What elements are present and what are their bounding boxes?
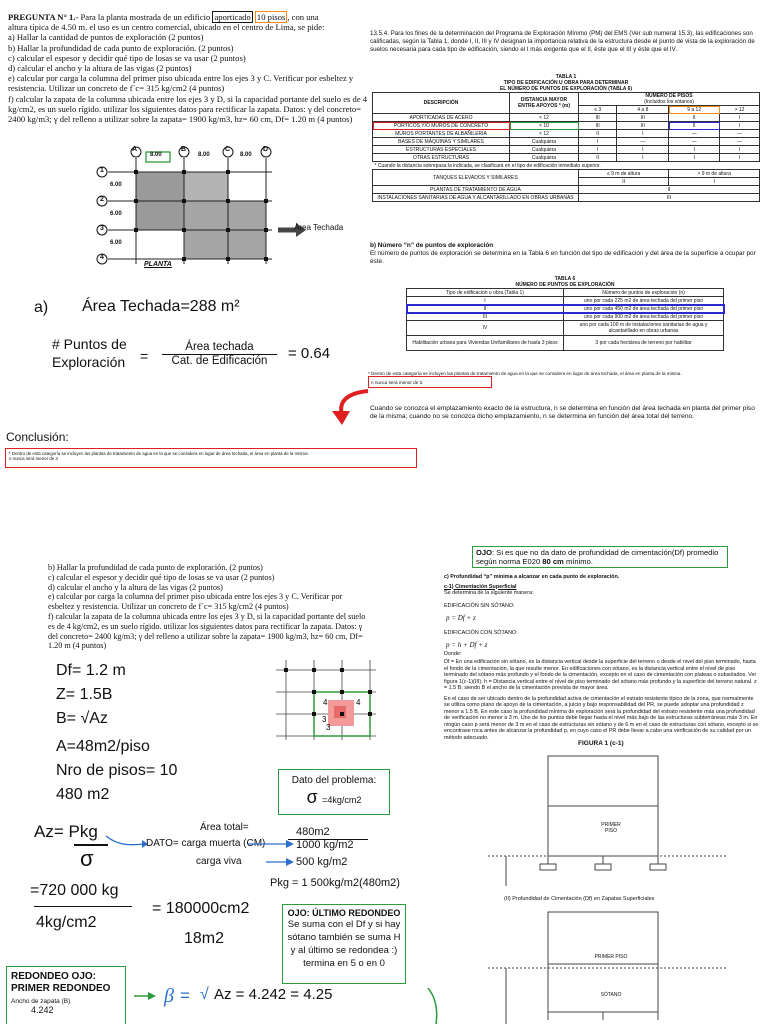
question-block-2 [48, 563, 370, 651]
n-min-note: n nunca será menor de 3. [368, 376, 492, 388]
dim-label: 8.00 [240, 152, 252, 158]
fig-label: SÓTANO [600, 992, 622, 998]
tabla-6-footnote: * Dentro de esta categoría se incluyen las plantas de tratamiento de agua en la que se considera en lugar de área techada, el área en planta de la misma. [368, 371, 682, 376]
table-row: Habilitación urbana para Viviendas Unifamiliares de hasta 3 pisos 3 por cada hectárea de terreno por habilitar [407, 336, 724, 351]
highlight-9a12: 9 a 12 [669, 106, 720, 114]
question-item: e) calcular por carga la columna del primer piso ubicada entre los ejes 3 y C. Verificar por esbeltez y resistencia. Utilizar un concreto de f´c= 315 kg/cm2 (4 puntos) [48, 592, 343, 612]
table-row: PÓRTICOS Y/O MUROS DE CONCRETO < 10 III III II I [373, 122, 760, 130]
question-item: b) Hallar la profundidad de cada punto de exploración. (2 puntos) [48, 563, 263, 572]
svg-text:β: β [164, 985, 174, 1007]
primer-redondeo-box: REDONDEO OJO: PRIMER REDONDEO Ancho de zapata (B) 4.242 [6, 966, 126, 1024]
fraction: Área techada Cat. de Edificación [162, 341, 277, 367]
dato-carga-muerta: DATO= carga muerta (CM) [146, 838, 266, 849]
b-formula: B= √Az [56, 710, 108, 727]
axis-label: 2 [100, 196, 104, 203]
figure-title: FIGURA 1 (c-1) [578, 740, 624, 747]
table-row: OTRAS ESTRUCTURAS Cualquiera II I I I [373, 154, 760, 162]
area-480: 480m2 [296, 826, 330, 838]
b-final: Az = 4.242 = 4.25 [214, 986, 333, 1003]
question-item: d) calcular el ancho y la altura de las vigas (2 puntos) [48, 582, 223, 592]
sigma-value: 4kg/cm2 [36, 914, 97, 931]
dim-label: 8.00 [198, 152, 210, 158]
area-total-label: Área total= [200, 822, 249, 833]
green-arrow-icon [130, 984, 180, 1008]
question-line-1: PREGUNTA N° 1.- Para la planta mostrada de un edificio aporticado 10 pisos , con una [8, 12, 319, 22]
puntos-label: # Puntos de Exploración [52, 336, 127, 370]
sqrt-icon: √ [200, 986, 209, 1003]
dim-label: 6.00 [110, 211, 122, 217]
blue-arrow-icon [104, 832, 148, 852]
numero-n-section: b) Número “n” de puntos de exploración El número de puntos de exploración se determina en la Tabla 6 en función del tipo de edificación y del área de la superficie a ocupar por éste. [370, 242, 756, 265]
az-formula: Az= Pkg [34, 822, 98, 841]
pkg-value: Pkg = 1 500kg/m2(480m2) [270, 877, 400, 889]
tabla-1: TABLA 1 TIPO DE EDIFICACIÓN U OBRA PARA DETERMINAR EL NÚMERO DE PUNTOS DE EXPLORACIÓN (TABLA 6) DESCRIPCIÓN DISTANCIA MAYOR ENTRE APOYOS * (m) NÚMERO DE PISOS (Incluidos los sótanos) ≤ 3 4 a 8 9 a 12 > 12 APORTICADAS DE ACERO < 12 III III II I PÓRTICOS Y/O MUROS DE CONCRETO < 10 III III II I MUROS PORTANTES DE ALBAÑILERÍA < 12 II I — — BASES DE MÁQUINAS Y SIMILARES Cualquiera I — — — ESTRUCTURAS ESPECIALES Cualquiera I I I I OTRAS ESTRUCTURAS Cualquiera II I I I * Cuando la distancia sobrepasa la indicada, se clasificará en el tipo de edificación inmediato superior. TANQUES ELEVADOS Y SIMILARES ≤ 9 m de altura > 9 m de altura II I PLANTAS DE TRATAMIENTO DE AGUA II INSTALACIONES SANITARIAS DE AGUA Y ALCANTARILLADO EN OBRAS URBANAS III [372, 74, 760, 202]
question-block [8, 12, 370, 124]
svg-text:4: 4 [356, 698, 361, 707]
tabla-6-grid: Tipo de edificación u obra (Tabla 1) Número de puntos de exploración (n) I uno por cada 225 m2 de área techada del primer piso II uno por cada 450 m2 de área techada del primer piso III uno por cada 900 m2 de área techada del primer piso IV uno por cada 100 m de instalaciones sanitarias de agua y alcantarillado en obras urbanas Habilitación urbana para Viviendas Unifamiliares de hasta 3 pisos 3 por cada hectárea de terreno por habilitar [406, 288, 724, 351]
axis-label: 1 [100, 167, 104, 174]
table-row: ESTRUCTURAS ESPECIALES Cualquiera I I I I [373, 146, 760, 154]
blue-arrows-icon [248, 838, 294, 868]
axis-label: C [225, 146, 231, 153]
dim-label: 6.00 [110, 182, 122, 188]
axis-label: D [263, 146, 269, 153]
table-row: IV uno por cada 100 m de instalaciones sanitarias de agua y alcantarillado en obras urbanas [407, 321, 724, 336]
conclusion-label: Conclusión: [6, 430, 69, 444]
dato-problema-box: Dato del problema: σ =4kg/cm2 [278, 769, 390, 815]
red-arrow-icon [318, 383, 378, 428]
sigma-symbol: σ [80, 846, 94, 871]
svg-text:4: 4 [323, 698, 328, 707]
svg-text:3: 3 [326, 723, 331, 732]
question-heading: PREGUNTA N° 1.- [8, 12, 79, 22]
question-item: d) calcular el ancho y la altura de las vigas (2 puntos) [8, 63, 192, 74]
pkg-result: =720 000 kg [30, 882, 119, 899]
question-item: c) calcular el espesor y decidir qué tipo de losas se va usar (2 puntos) [48, 572, 275, 582]
calc-a-label: a) [34, 299, 49, 316]
table-row: BASES DE MÁQUINAS Y SIMILARES Cualquiera I — — — [373, 138, 760, 146]
df-value: Df= 1.2 m [56, 662, 126, 679]
fig-label: PRIMER PISO [601, 822, 621, 834]
carga-viva-label: carga viva [196, 856, 242, 867]
boxed-pisos: 10 pisos [256, 12, 286, 22]
equals-sign: = [140, 348, 149, 364]
question-item: b) Hallar la profundidad de cada punto de exploración. (2 puntos) [8, 42, 234, 53]
figura-1-drawing [488, 752, 728, 888]
boxed-aporticado: aporticado [214, 12, 251, 22]
cv-value: 500 kg/m2 [296, 856, 348, 868]
ems-paragraph: 13.5.4. Para los fines de la determinación del Programa de Exploración Mínimo (PM) del EMS (Ver sub numeral 15.3), las edificaciones son calificadas, según la Tabla 1, donde I, II, III y IV designan la importancia relativa de la estructura desde el punto de vista de la exploración de suelos necesaria para cada tipo de edificación, siendo el I más exigente que el II, éste que el III y éste que el IV. [370, 30, 755, 53]
ojo-ultimo-redondeo-box: OJO: ÚLTIMO REDONDEO Se suma con el Df y si hay sótano también se suma H y al último se redondea :) termina en 5 o en 0 [282, 904, 406, 984]
svg-text:3: 3 [322, 715, 327, 724]
axis-label: 4 [100, 254, 104, 261]
green-curve-icon [424, 988, 448, 1024]
ojo-top-box: OJO: Si es que no da dato de profundidad de cimentación(Df) promedio según norma E020 80 cm mínimo. [472, 546, 728, 568]
nro-pisos: Nro de pisos= 10 [56, 762, 178, 779]
question-item: f) calcular la zapata de la columna ubicada entre los ejes 3 y D, si la capacidad portante del suelo es de 4 kg/cm2, es un suelo rígido. utilizar los siguientes datos para rectificar la zapata. Datos: γ del concreto= 2400 kg/m3; γ del relleno a utilizar sobre la zapata= 1900 kg/m3, hz= 60 cm, Df= 1.20 m (4 puntos) [8, 93, 368, 125]
axis-label: 3 [100, 225, 104, 232]
dim-label: 6.00 [110, 240, 122, 246]
az-result-cm2: = 180000cm2 [152, 900, 250, 917]
plan-label: PLANTA [144, 261, 172, 268]
dim-label: 8.00 [150, 152, 162, 158]
area-per-floor: A=48m2/piso [56, 738, 150, 755]
total-area: 480 m2 [56, 786, 110, 803]
cm-value: 1000 kg/m2 [296, 839, 354, 851]
tabla-6: TABLA 6 NÚMERO DE PUNTOS DE EXPLORACIÓN Tipo de edificación u obra (Tabla 1) Número de puntos de exploración (n) I uno por cada 225 m2 de área techada del primer piso II uno por cada 450 m2 de área techada del primer piso III uno por cada 900 m2 de área techada del primer piso IV uno por cada 100 m de instalaciones sanitarias de agua y alcantarillado en obras urbanas Habilitación urbana para Viviendas Unifamiliares de hasta 3 pisos 3 por cada hectárea de terreno por habilitar [406, 276, 724, 351]
figure-subtitle: (II) Profundidad de Cimentación (Df) en Zapatas Superficiales [504, 896, 655, 902]
tabla-6-conclusion-text: Cuando se conozca el emplazamiento exacto de la estructura, n se determina en función del área techada en planta del primer piso de la misma; cuando no se conozca dicho emplazamiento, n se determina en función del área total del terreno. [370, 405, 755, 420]
small-floor-plan [268, 650, 388, 750]
question-item: f) calcular la zapata de la columna ubicada entre los ejes 3 y D, si la capacidad portante del suelo es de 4 kg/cm2, es un suelo rígido. utilizar los siguientes datos para rectificar la zapata. Datos: γ del concreto= 2400 kg/m3; γ del relleno a utilizar sobre la zapata= 1900 kg/m3, hz= 60 cm, Df= 1.20 m (4 puntos) [48, 611, 366, 651]
floor-plan-drawing [96, 144, 346, 274]
question-item: c) calcular el espesor y decidir qué tipo de losas se va usar (2 puntos) [8, 52, 246, 63]
question-line-2: altura típica de 4.50 m. el uso es un centro comercial, ubicado en el centro de Lima, se pide: [8, 22, 325, 33]
az-result-m2: 18m2 [184, 930, 225, 947]
table-row: III uno por cada 900 m2 de área techada del primer piso [407, 313, 724, 321]
fig-label: PRIMER PISO [594, 954, 628, 960]
norma-text: c) Profundidad “p” mínima a alcanzar en cada punto de exploración. c-1) Cimentación Superficial Se determina de la siguiente manera: EDIFICACIÓN SIN SÓTANO: p = Df + z EDIFICACIÓN CON SÓTANO: p = h + Df + z Donde: Df = En una edificación sin sótano, es la distancia vertical desde la superficie del terreno o desde el nivel del piso terminado, hasta el fondo de la cimentación, la que resulte menor. En edificaciones con sótano, es la distancia vertical entre el nivel de piso terminado del sótano más profundo y el fondo de la cimentación, excepto en el caso de cimentación con plateas o subsolados. Ver figura 1(c-1)(III). h = Distancia vertical entre el nivel de piso terminado del sótano más profundo y la superficie del terreno natural. z = 1.5 B; siendo B el ancho de la cimentación prevista de mayor área. En el caso de ser ubicado dentro de la profundidad activa de cimentación el estrato resistente típico de la zona, que normalmente se utiliza como plano de apoyo de la cimentación, a juicio y bajo responsabilidad del PR, se puede adoptar una profundidad z menor a 1.5 B. En este caso la profundidad mínima de exploración será la profundidad del estrato resistente más una profundidad de verificación no menor a 3 m. Uno de los puntos debe llegar hasta el nivel más bajo de las estructuras subterráneas más 3 m. En ningún caso p será menor de 3 m en el caso de estructuras sin sótano y de 6 m en el caso de estructuras con sótano, excepto si se encontrase roca antes de alcanzar la profundidad p, en cuyo caso el PR debe llevar a cabo una verificación de su calidad por un método adecuado. [444, 574, 759, 741]
area-techada-label: Área Techada [294, 223, 344, 232]
question-item: e) calcular por carga la columna del primer piso ubicada entre los ejes 3 y C. Verificar por esbeltez y resistencia. Utilizar un concreto de f´c= 315 kg/cm2 (4 puntos) [8, 73, 354, 94]
puntos-result: = 0.64 [288, 345, 331, 362]
table-row: APORTICADAS DE ACERO < 12 III III II I [373, 114, 760, 122]
conclusion-note: * Dentro de esta categoría se incluyen las plantas de tratamiento de agua en la que se considera en lugar de área techada, el área en planta de la misma. n nunca será menor de 3 [5, 448, 417, 468]
table-row: II uno por cada 450 m2 de área techada del primer piso [407, 305, 724, 313]
eq-blue: = [180, 986, 190, 1005]
table-row: I uno por cada 225 m2 de área techada del primer piso [407, 297, 724, 305]
question-item: a) Hallar la cantidad de puntos de exploración (2 puntos) [8, 32, 204, 43]
axis-label: B [181, 146, 187, 153]
area-techada-value: Área Techada=288 m² [82, 298, 240, 315]
axis-label: A [132, 146, 138, 153]
floor-plan [96, 144, 346, 274]
z-value: Z= 1.5B [56, 686, 113, 703]
table-row: MUROS PORTANTES DE ALBAÑILERÍA < 12 II I — — [373, 130, 760, 138]
figura-2-drawing [488, 908, 728, 1024]
tabla-1-grid: DESCRIPCIÓN DISTANCIA MAYOR ENTRE APOYOS * (m) NÚMERO DE PISOS (Incluidos los sótanos) ≤ 3 4 a 8 9 a 12 > 12 APORTICADAS DE ACERO < 12 III III II I PÓRTICOS Y/O MUROS DE CONCRETO < 10 III III II I MUROS PORTANTES DE ALBAÑILERÍA < 12 II I — — BASES DE MÁQUINAS Y SIMILARES Cualquiera I — — — ESTRUCTURAS ESPECIALES Cualquiera I I I I OTRAS ESTRUCTURAS Cualquiera II I I I * Cuando la distancia sobrepasa la indicada, se clasificará en el tipo de edificación inmediato superior. TANQUES ELEVADOS Y SIMILARES ≤ 9 m de altura > 9 m de altura II I PLANTAS DE TRATAMIENTO DE AGUA II INSTALACIONES SANITARIAS DE AGUA Y ALCANTARILLADO EN OBRAS URBANAS III [372, 92, 760, 202]
